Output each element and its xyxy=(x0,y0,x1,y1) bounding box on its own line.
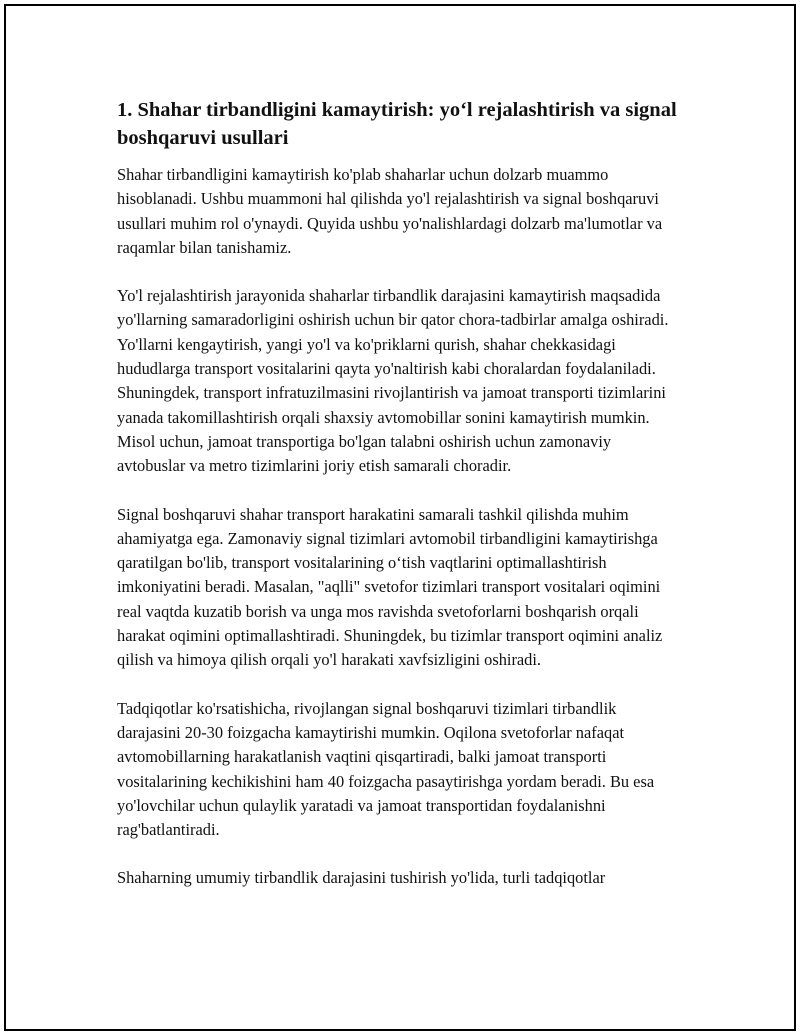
document-body xyxy=(117,96,677,915)
paragraph-signal-control: Signal boshqaruvi shahar transport harakatini samarali tashkil qilishda muhim ahamiyatga ega. Zamonaviy signal tizimlari avtomobil tirbandligini kamaytirishga qaratilgan bo'lib, transport vositalarining o‘tish vaqtlarini optimallashtirish imkoniyatini beradi. Masalan, "aqlli" svetofor tizimlari transport vositalari oqimini real vaqtda kuzatib borish va unga mos ravishda svetoforlarni boshqarish orqali harakat oqimini optimallashtiradi. Shuningdek, bu tizimlar transport oqimini analiz qilish va himoya qilish orqali yo'l harakati xavfsizligini oshiradi. xyxy=(117,504,663,670)
paragraph-research: Tadqiqotlar ko'rsatishicha, rivojlangan signal boshqaruvi tizimlari tirbandlik darajasini 20-30 foizgacha kamaytirishi mumkin. Oqilona svetoforlar nafaqat avtomobillarning harakatlanish vaqtini qisqartiradi, balki jamoat transporti vositalarining kechikishini ham 40 foizgacha pasaytirishga yordam beradi. Bu esa yo'lovchilar uchun qulaylik yaratadi va jamoat transportidan foydalanishni rag'batlantiradi. xyxy=(117,698,655,840)
section-heading: 1. Shahar tirbandligini kamaytirish: yo‘l rejalashtirish va signal boshqaruvi usullari xyxy=(117,99,677,149)
paragraph-intro: Shahar tirbandligini kamaytirish ko'plab shaharlar uchun dolzarb muammo hisoblanadi. Ushbu muammoni hal qilishda yo'l rejalashtirish va signal boshqaruvi usullari muhim rol o'ynaydi. Quyida ushbu yo'nalishlardagi dolzarb ma'lumotlar va raqamlar bilan tanishamiz. xyxy=(117,165,663,257)
paragraph-road-planning: Yo'l rejalashtirish jarayonida shaharlar tirbandlik darajasini kamaytirish maqsadida yo'llarning samaradorligini oshirish uchun bir qator chora-tadbirlar amalga oshiradi. Yo'llarni kengaytirish, yangi yo'l va ko'priklarni qurish, shahar chekkasidagi hududlarga transport vositalarini qayta yo'naltirish kabi choralardan foydalaniladi. Shuningdek, transport infratuzilmasini rivojlantirish va jamoat transporti tizimlarini yanada takomillashtirish orqali shaxsiy avtomobillar sonini kamaytirish mumkin. Misol uchun, jamoat transportiga bo'lgan talabni oshirish uchun zamonaviy avtobuslar va metro tizimlarini joriy etish samarali choradir. xyxy=(117,286,669,476)
paragraph-conclusion: Shaharning umumiy tirbandlik darajasini tushirish yo'lida, turli tadqiqotlar xyxy=(117,868,606,888)
